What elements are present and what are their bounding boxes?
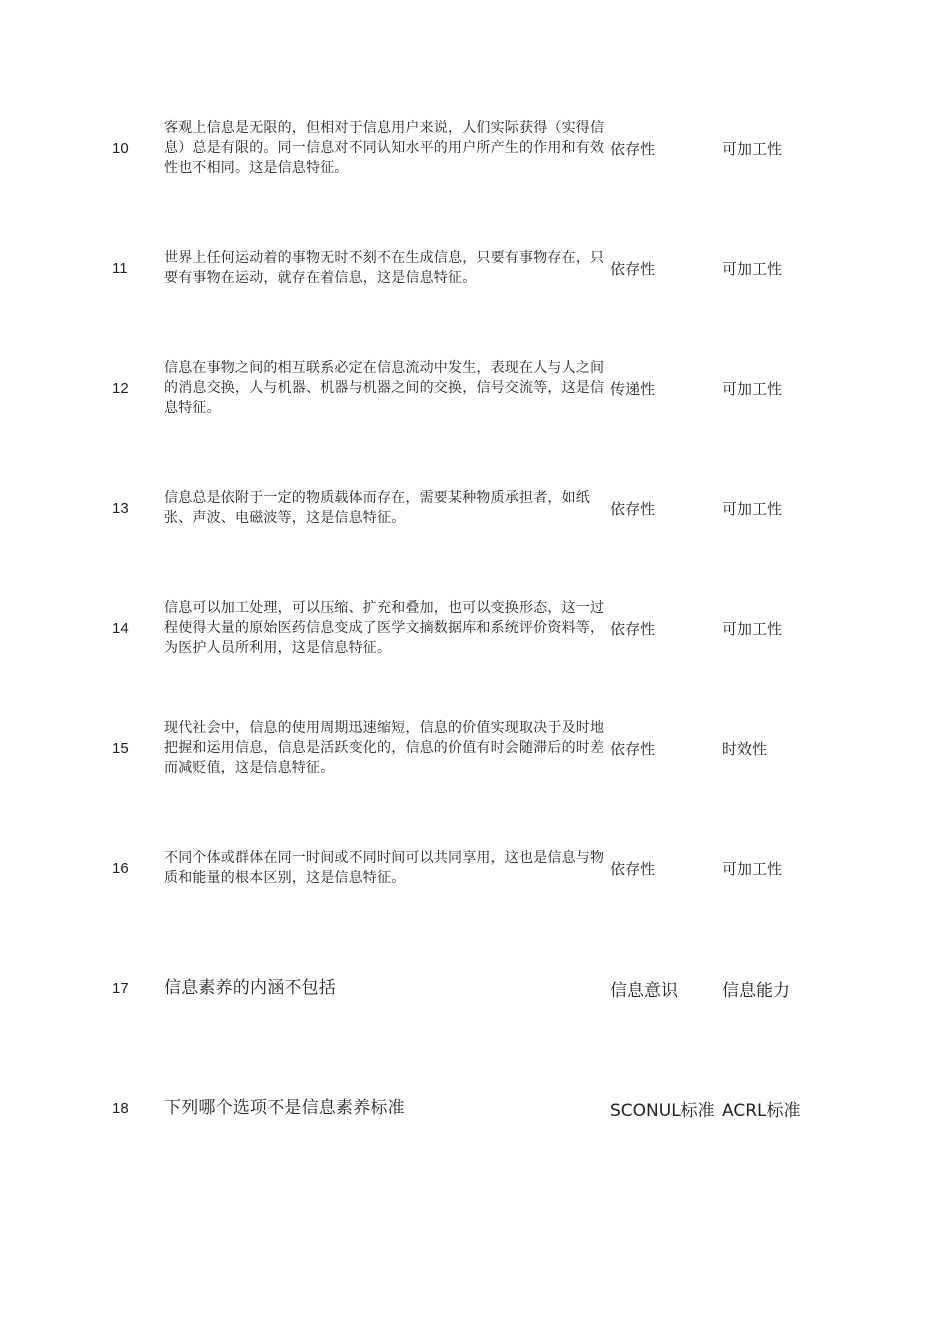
option-a: 依存性	[610, 619, 656, 638]
question-row-14	[0, 568, 950, 688]
question-text: 世界上任何运动着的事物无时不刻不在生成信息，只要有事物存在，只要有事物在运动，就存在着信息，这是信息特征。	[164, 250, 605, 286]
option-a: 依存性	[610, 139, 656, 158]
question-row-18	[0, 1048, 950, 1168]
option-b: 可加工性	[722, 139, 783, 158]
option-b: 可加工性	[722, 499, 783, 518]
question-number: 12	[112, 379, 129, 397]
option-a: 依存性	[610, 259, 656, 278]
question-row-12	[0, 328, 950, 448]
question-number: 15	[112, 739, 129, 757]
option-a: 依存性	[610, 859, 656, 878]
option-b: ACRL标准	[722, 1100, 801, 1121]
option-b: 可加工性	[722, 619, 783, 638]
option-b: 可加工性	[722, 859, 783, 878]
question-row-10	[0, 88, 950, 208]
option-a: SCONUL标准	[610, 1100, 715, 1121]
question-number: 16	[112, 859, 129, 877]
option-b: 信息能力	[722, 980, 790, 1001]
question-row-15	[0, 688, 950, 808]
question-text: 客观上信息是无限的，但相对于信息用户来说，人们实际获得（实得信息）总是有限的。同一信息对不同认知水平的用户所产生的作用和有效性也不相同。这是信息特征。	[164, 120, 605, 176]
question-number: 18	[112, 1099, 129, 1117]
question-number: 17	[112, 979, 129, 997]
question-text: 信息可以加工处理，可以压缩、扩充和叠加，也可以变换形态，这一过程使得大量的原始医药信息变成了医学文摘数据库和系统评价资料等，为医护人员所利用，这是信息特征。	[164, 600, 605, 656]
question-number: 14	[112, 619, 129, 637]
question-row-16	[0, 808, 950, 928]
question-text: 信息素养的内涵不包括	[164, 978, 336, 998]
question-number: 11	[112, 259, 128, 277]
question-text: 不同个体或群体在同一时间或不同时间可以共同享用，这也是信息与物质和能量的根本区别，这是信息特征。	[164, 850, 605, 886]
option-b: 可加工性	[722, 379, 783, 398]
option-a: 传递性	[610, 379, 656, 398]
question-text: 下列哪个选项不是信息素养标准	[164, 1098, 405, 1118]
question-row-13	[0, 448, 950, 568]
question-row-17	[0, 928, 950, 1048]
option-a: 信息意识	[610, 980, 678, 1001]
question-number: 10	[112, 139, 129, 157]
option-b: 时效性	[722, 739, 768, 758]
option-a: 依存性	[610, 499, 656, 518]
option-b: 可加工性	[722, 259, 783, 278]
question-text: 信息总是依附于一定的物质载体而存在，需要某种物质承担者，如纸张、声波、电磁波等，这是信息特征。	[164, 490, 590, 526]
question-text: 信息在事物之间的相互联系必定在信息流动中发生，表现在人与人之间的消息交换，人与机器、机器与机器之间的交换，信号交流等，这是信息特征。	[164, 360, 605, 416]
question-number: 13	[112, 499, 129, 517]
question-text: 现代社会中，信息的使用周期迅速缩短，信息的价值实现取决于及时地把握和运用信息，信息是活跃变化的，信息的价值有时会随滞后的时差而减贬值，这是信息特征。	[164, 720, 605, 776]
option-a: 依存性	[610, 739, 656, 758]
question-row-11	[0, 208, 950, 328]
